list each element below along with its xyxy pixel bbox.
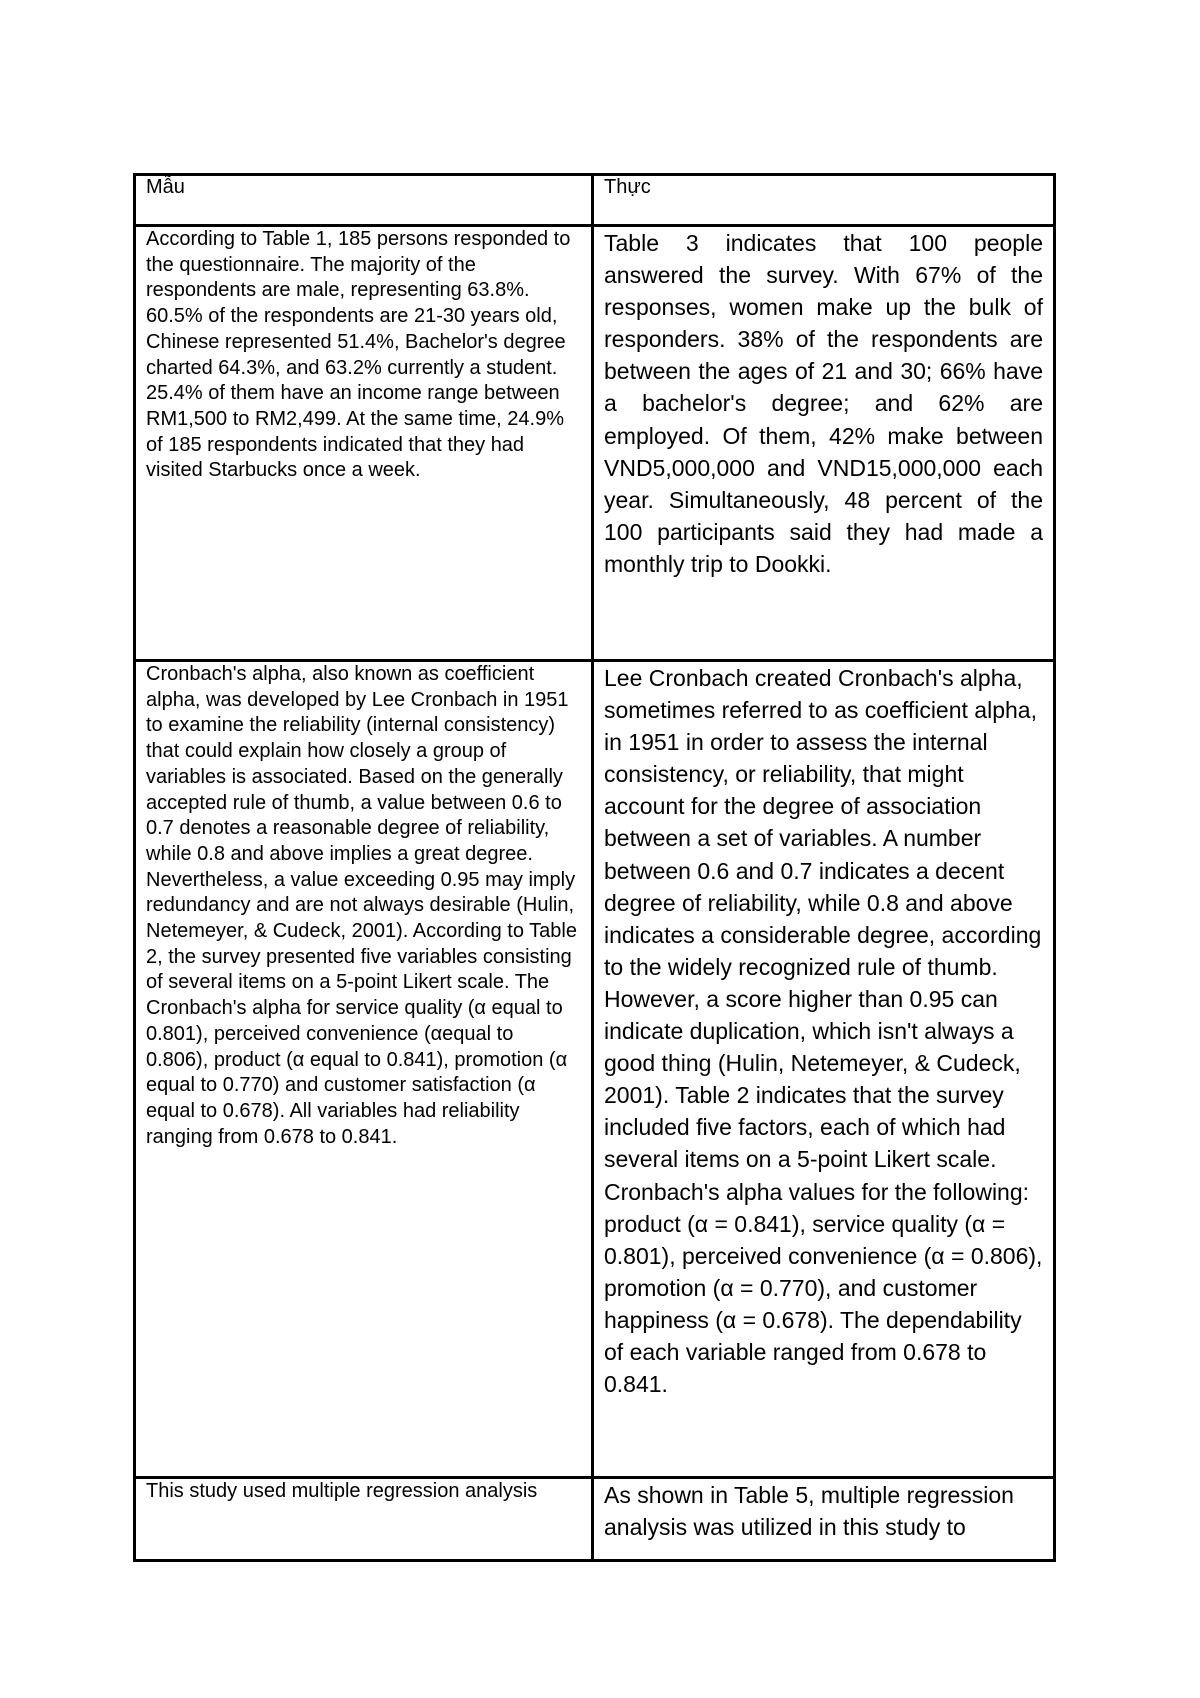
- actual-text-cell: Lee Cronbach created Cronbach's alpha, sometimes referred to as coefficient alpha, in 1951 in order to assess the internal consistency, or reliability, that might account for the degree of association between a set of variables. A number between 0.6 and 0.7 indicates a decent degree of reliability, while 0.8 and above indicates a considerable degree, according to the widely recognized rule of thumb. However, a score higher than 0.95 can indicate duplication, which isn't always a good thing (Hulin, Netemeyer, & Cudeck, 2001). Table 2 indicates that the survey included five factors, each of which had several items on a 5-point Likert scale. Cronbach's alpha values for the following: product (α = 0.841), service quality (α = 0.801), perceived convenience (α = 0.806), promotion (α = 0.770), and customer happiness (α = 0.678). The dependability of each variable ranged from 0.678 to 0.841.: [593, 661, 1055, 1478]
- header-cell-mau: Mẫu: [135, 175, 593, 226]
- header-cell-thuc: Thực: [593, 175, 1055, 226]
- table-header-row: [135, 175, 1055, 226]
- table-row: [135, 661, 1055, 1478]
- actual-text-cell: Table 3 indicates that 100 people answered the survey. With 67% of the responses, women make up the bulk of responders. 38% of the respondents are between the ages of 21 and 30; 66% have a bachelor's degree; and 62% are employed. Of them, 42% make between VND5,000,000 and VND15,000,000 each year. Simultaneously, 48 percent of the 100 participants said they had made a monthly trip to Dookki.: [593, 226, 1055, 661]
- actual-text-cell: As shown in Table 5, multiple regression analysis was utilized in this study to: [593, 1478, 1055, 1561]
- comparison-table: [133, 173, 1056, 1562]
- sample-text-cell: This study used multiple regression analysis: [135, 1478, 593, 1561]
- table-row: [135, 1478, 1055, 1561]
- table-row: [135, 226, 1055, 661]
- sample-text-cell: According to Table 1, 185 persons responded to the questionnaire. The majority of the respondents are male, representing 63.8%. 60.5% of the respondents are 21-30 years old, Chinese represented 51.4%, Bachelor's degree charted 64.3%, and 63.2% currently a student. 25.4% of them have an income range between RM1,500 to RM2,499. At the same time, 24.9% of 185 respondents indicated that they had visited Starbucks once a week.: [135, 226, 593, 661]
- sample-text-cell: Cronbach's alpha, also known as coefficient alpha, was developed by Lee Cronbach in 1951 to examine the reliability (internal consistency) that could explain how closely a group of variables is associated. Based on the generally accepted rule of thumb, a value between 0.6 to 0.7 denotes a reasonable degree of reliability, while 0.8 and above implies a great degree. Nevertheless, a value exceeding 0.95 may imply redundancy and are not always desirable (Hulin, Netemeyer, & Cudeck, 2001). According to Table 2, the survey presented five variables consisting of several items on a 5-point Likert scale. The Cronbach's alpha for service quality (α equal to 0.801), perceived convenience (αequal to 0.806), product (α equal to 0.841), promotion (α equal to 0.770) and customer satisfaction (α equal to 0.678). All variables had reliability ranging from 0.678 to 0.841.: [135, 661, 593, 1478]
